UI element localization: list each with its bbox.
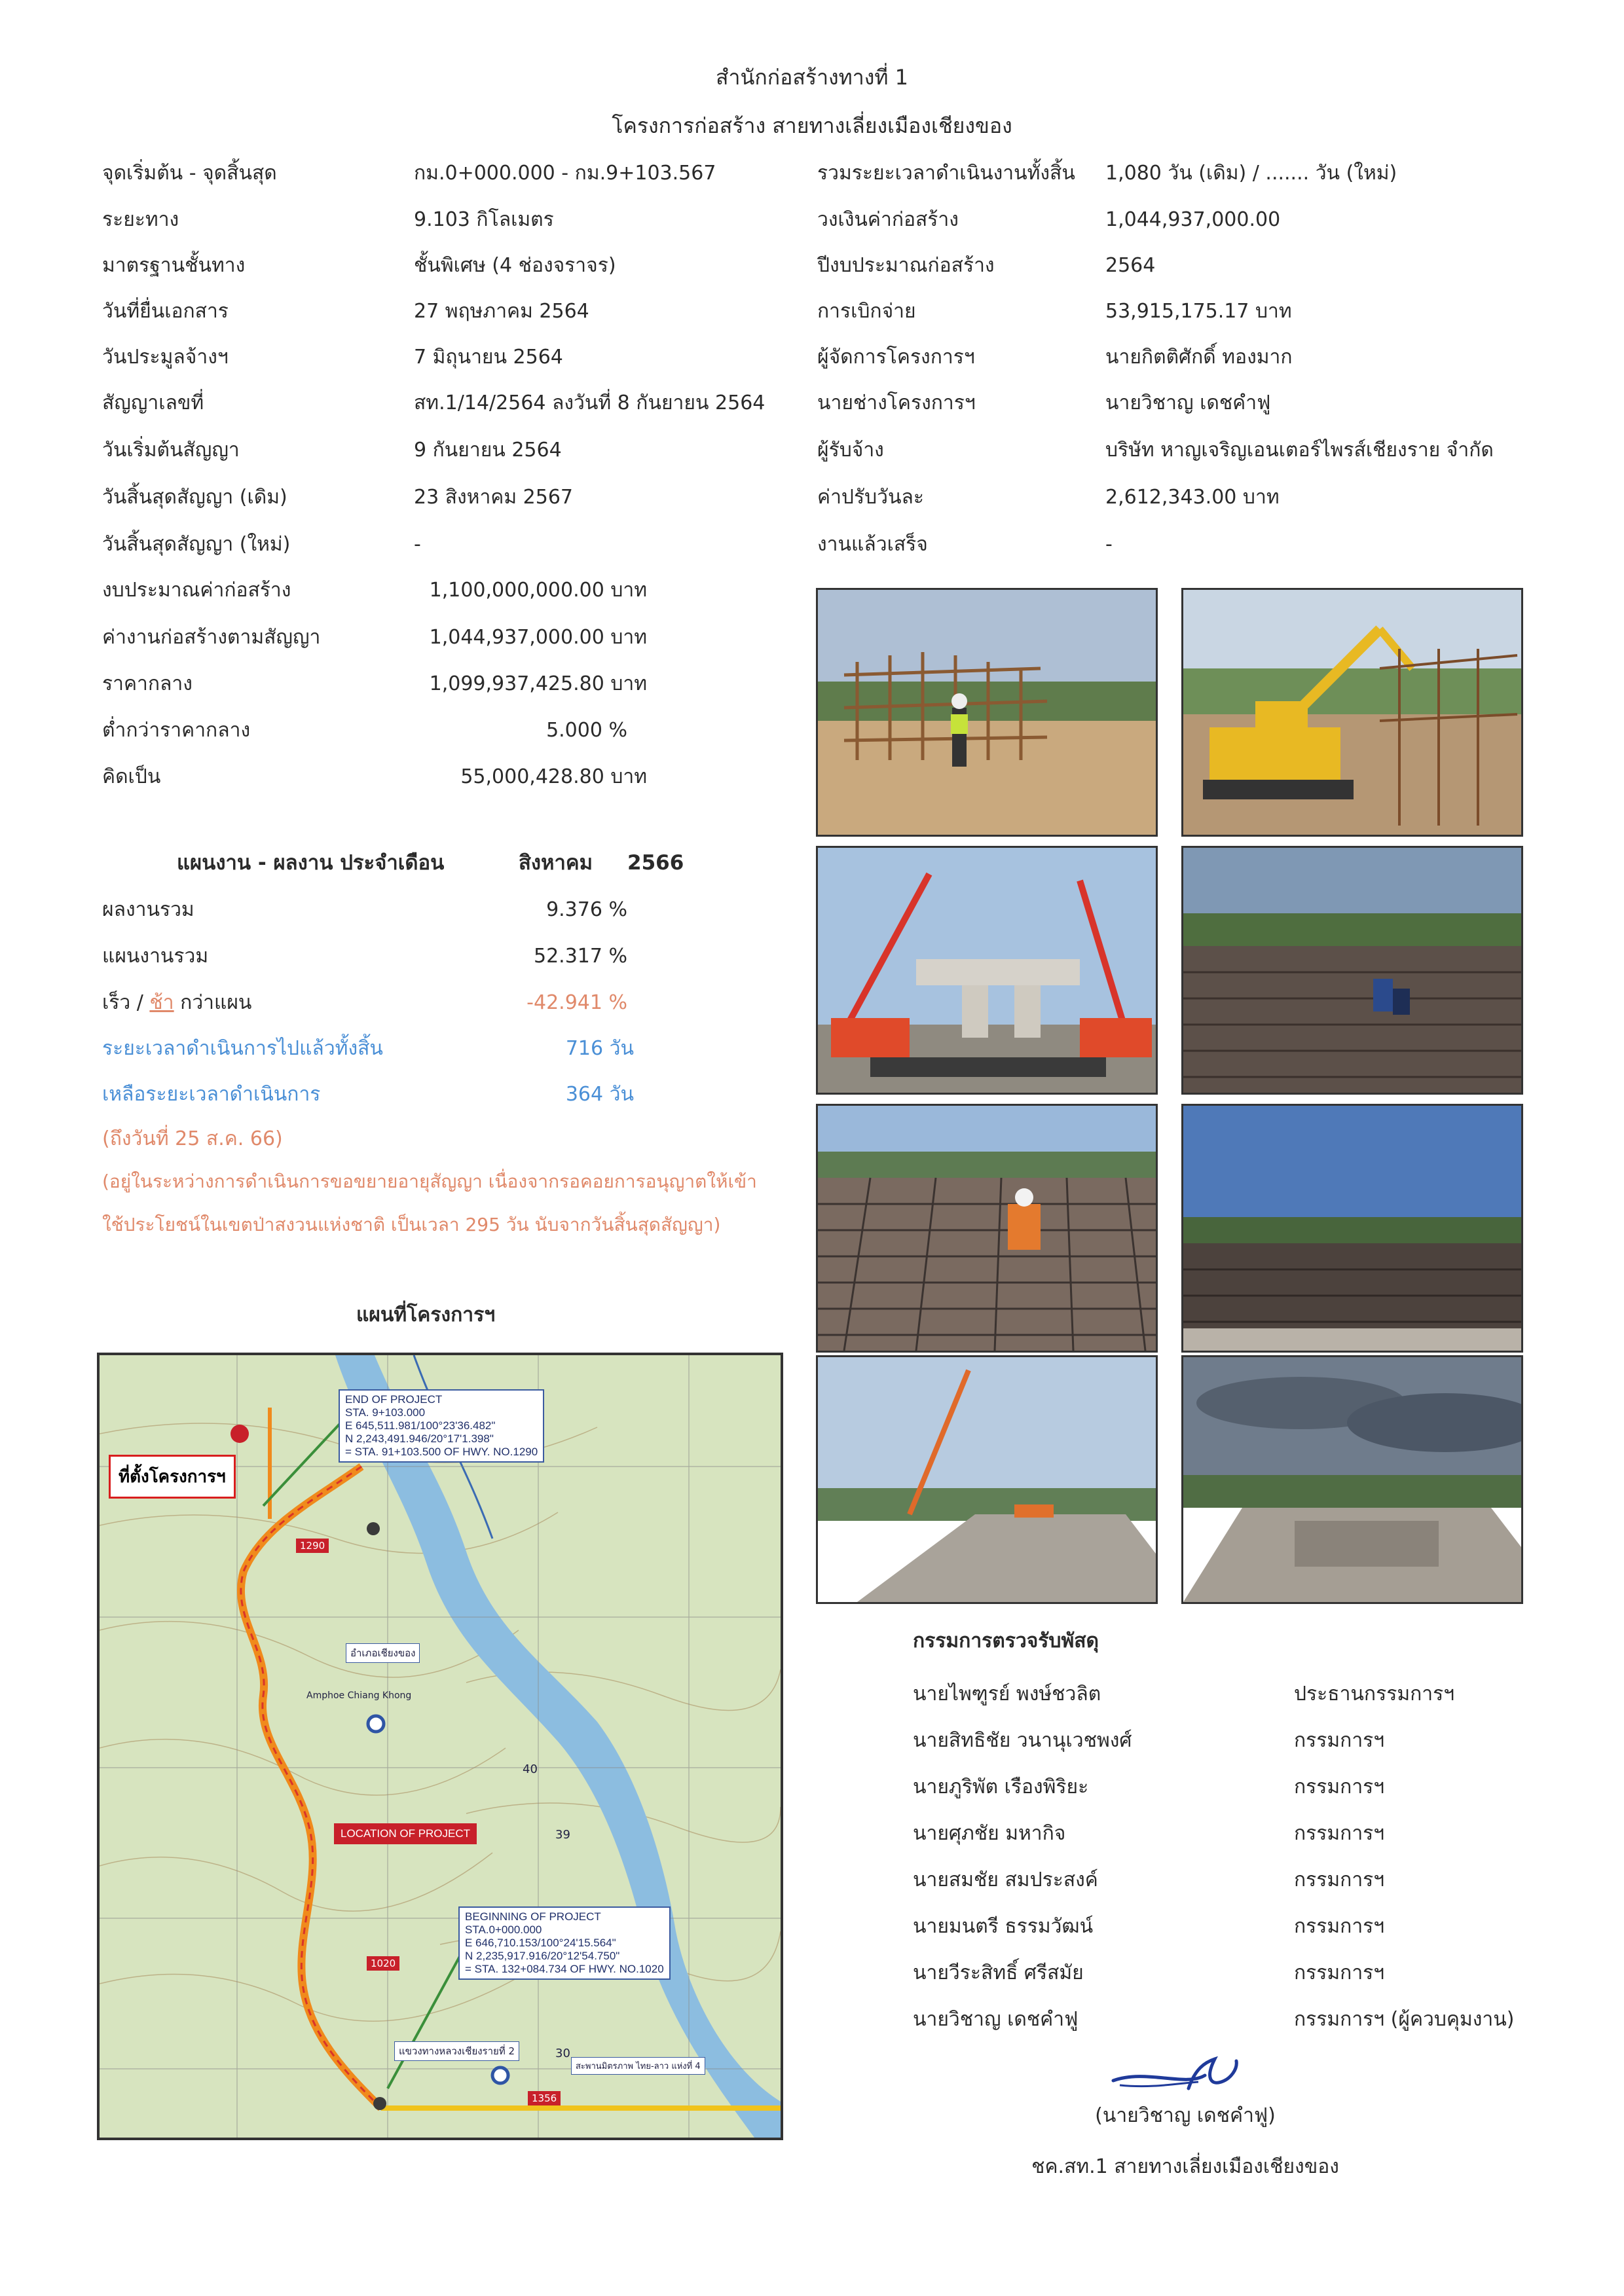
info-label: วันประมูลจ้างฯ [102,346,229,369]
end-easting: E 645,511.981/100°23'36.482" [345,1419,496,1432]
info-value: บริษัท หาญเจริญเอนเตอร์ไพรส์เชียงราย จำกัด [1105,439,1494,462]
budget-value: 55,000,428.80 บาท [460,765,647,788]
info-value: 2564 [1105,254,1156,277]
info-label: วันสิ้นสุดสัญญา (เดิม) [102,486,287,509]
info-label: รวมระยะเวลาดำเนินงานทั้งสิ้น [817,162,1075,185]
progress-month: สิงหาคม [519,851,593,875]
budget-value: 1,044,937,000.00 บาท [429,626,647,649]
info-label: วันสิ้นสุดสัญญา (ใหม่) [102,533,291,556]
diff-value: -42.941 % [526,991,627,1014]
budget-value: 1,099,937,425.80 บาท [429,672,647,695]
info-label: สัญญาเลขที่ [102,392,204,414]
info-value: 1,080 วัน (เดิม) / ....... วัน (ใหม่) [1105,162,1397,185]
elapsed-value: 716 วัน [565,1037,634,1060]
diff-label [102,990,251,1016]
info-label: ระยะทาง [102,208,179,231]
committee-member-role: กรรมการฯ (ผู้ควบคุมงาน) [1294,2008,1515,2031]
begin-sta: STA.0+000.000 [465,1923,542,1936]
info-label: ผู้รับจ้าง [817,439,884,462]
construction-photo [1181,846,1523,1095]
info-label: งานแล้วเสร็จ [817,533,928,556]
begin-hwy: = STA. 132+084.734 OF HWY. NO.1020 [465,1963,664,1975]
construction-photo [816,1104,1158,1353]
committee-title: กรรมการตรวจรับพัสดุ [913,1630,1099,1652]
signatory-position: ชค.สท.1 สายทางเลี่ยงเมืองเชียงของ [1031,2155,1339,2178]
extension-note-line2: ใช้ประโยชน์ในเขตป่าสงวนแห่งชาติ เป็นเวลา 295 วัน นับจากวันสิ้นสุดสัญญา) [102,1214,721,1235]
office-title: สำนักก่อสร้างทางที่ 1 [716,65,908,90]
info-label: ผู้จัดการโครงการฯ [817,346,975,369]
info-label: ค่าปรับวันละ [817,486,924,509]
committee-member-name: นายสมชัย สมประสงค์ [913,1868,1098,1891]
committee-member-role: กรรมการฯ [1294,1961,1385,1984]
road-1290-marker: 1290 [296,1539,329,1553]
committee-member-role: กรรมการฯ [1294,1776,1385,1798]
asof-date: (ถึงวันที่ 25 ส.ค. 66) [102,1127,283,1150]
info-label: ปีงบประมาณก่อสร้าง [817,254,995,277]
budget-label: งบประมาณค่าก่อสร้าง [102,579,291,602]
construction-photo [816,846,1158,1095]
plan-total-value: 52.317 % [533,945,627,968]
remain-value: 364 วัน [565,1083,634,1106]
info-label: วันเริ่มต้นสัญญา [102,439,240,462]
construction-photo [1181,1104,1523,1353]
district-label: อำเภอเชียงของ [346,1643,420,1663]
project-map [97,1353,783,2140]
end-title: END OF PROJECT [345,1393,443,1406]
info-value: 2,612,343.00 บาท [1105,486,1280,509]
signatory-name: (นายวิชาญ เดชคำฟู) [1095,2104,1276,2127]
grid-label-39: 39 [555,1828,570,1842]
begin-northing: N 2,235,917.916/20°12'54.750" [465,1950,620,1962]
committee-member-name: นายมนตรี ธรรมวัฒน์ [913,1915,1094,1938]
construction-photo [1181,588,1523,837]
map-title: แผนที่โครงการฯ [356,1303,496,1326]
info-value: 9 กันยายน 2564 [414,439,562,462]
info-value: นายวิชาญ เดชคำฟู [1105,392,1271,414]
road-1020-marker: 1020 [367,1956,399,1971]
begin-title: BEGINNING OF PROJECT [465,1910,601,1923]
plan-total-label: แผนงานรวม [102,945,209,968]
location-of-project-tag: LOCATION OF PROJECT [334,1823,477,1844]
extension-note-line1: (อยู่ในระหว่างการดำเนินการขอขยายอายุสัญญา เนื่องจากรอคอยการอนุญาตให้เข้า [102,1171,757,1192]
info-label: มาตรฐานชั้นทาง [102,254,246,277]
grid-label-40: 40 [523,1762,538,1776]
info-value: 23 สิงหาคม 2567 [414,486,574,509]
end-sta: STA. 9+103.000 [345,1406,426,1419]
committee-member-name: นายสิทธิชัย วนานุเวชพงศ์ [913,1729,1132,1752]
info-value: สท.1/14/2564 ลงวันที่ 8 กันยายน 2564 [414,392,766,414]
work-total-label: ผลงานรวม [102,898,194,921]
budget-label: ราคากลาง [102,672,193,695]
construction-photo [816,1355,1158,1604]
info-label: จุดเริ่มต้น - จุดสิ้นสุด [102,162,277,185]
info-label: วงเงินค่าก่อสร้าง [817,208,959,231]
budget-label: คิดเป็น [102,765,161,788]
budget-value: 5.000 % [546,719,627,742]
info-value: ชั้นพิเศษ (4 ช่องจราจร) [414,254,616,277]
end-northing: N 2,243,491.946/20°17'1.398" [345,1432,494,1445]
site-label: ที่ตั้งโครงการฯ [109,1455,236,1499]
committee-member-name: นายศุภชัย มหากิจ [913,1822,1066,1845]
begin-easting: E 646,710.153/100°24'15.564" [465,1937,616,1949]
committee-member-name: นายวีระสิทธิ์ ศรีสมัย [913,1961,1084,1984]
end-of-project-callout [339,1389,544,1463]
info-value: กม.0+000.000 - กม.9+103.567 [414,162,716,185]
work-total-value: 9.376 % [546,898,627,921]
project-title: โครงการก่อสร้าง สายทางเลี่ยงเมืองเชียงของ [612,113,1012,138]
info-value: - [1105,533,1113,556]
committee-member-role: ประธานกรรมการฯ [1294,1683,1455,1705]
info-value: - [414,533,421,556]
info-value: 53,915,175.17 บาท [1105,300,1292,323]
info-value: 7 มิถุนายน 2564 [414,346,563,369]
committee-member-role: กรรมการฯ [1294,1822,1385,1845]
progress-heading: แผนงาน - ผลงาน ประจำเดือน [177,851,445,875]
committee-member-role: กรรมการฯ [1294,1868,1385,1891]
committee-member-name: นายภูริพัต เรืองพิริยะ [913,1776,1089,1798]
committee-member-role: กรรมการฯ [1294,1729,1385,1752]
elapsed-label: ระยะเวลาดำเนินการไปแล้วทั้งสิ้น [102,1037,383,1060]
diff-label-slow: ช้า [149,991,174,1014]
progress-year: 2566 [627,851,684,875]
budget-label: ต่ำกว่าราคากลาง [102,719,251,742]
budget-value: 1,100,000,000.00 บาท [429,579,647,602]
bridge-label: สะพานมิตรภาพ ไทย-ลาว แห่งที่ 4 [571,2057,705,2075]
info-value: 1,044,937,000.00 [1105,208,1281,231]
info-value: นายกิตติศักดิ์ ทองมาก [1105,346,1293,369]
committee-member-name: นายวิชาญ เดชคำฟู [913,2008,1079,2031]
road-1356-marker: 1356 [528,2091,561,2105]
info-label: วันที่ยื่นเอกสาร [102,300,229,323]
info-label: การเบิกจ่าย [817,300,916,323]
info-value: 9.103 กิโลเมตร [414,208,554,231]
beginning-of-project-callout [458,1906,671,1980]
district-en-label: Amphoe Chiang Khong [306,1690,412,1701]
highway-office-label: แขวงทางหลวงเชียงรายที่ 2 [394,2041,519,2061]
committee-member-role: กรรมการฯ [1294,1915,1385,1938]
grid-label-30: 30 [555,2047,570,2060]
info-value: 27 พฤษภาคม 2564 [414,300,589,323]
construction-photo [816,588,1158,837]
diff-label-fast: เร็ว / [102,991,150,1014]
diff-label-than-plan: กว่าแผน [174,991,252,1014]
end-hwy: = STA. 91+103.500 OF HWY. NO.1290 [345,1446,538,1458]
committee-member-name: นายไพฑูรย์ พงษ์ชวลิต [913,1683,1101,1705]
signature-mark [1107,2049,1264,2102]
info-label: นายช่างโครงการฯ [817,392,976,414]
construction-photo [1181,1355,1523,1604]
remain-label: เหลือระยะเวลาดำเนินการ [102,1083,321,1106]
budget-label: ค่างานก่อสร้างตามสัญญา [102,626,321,649]
